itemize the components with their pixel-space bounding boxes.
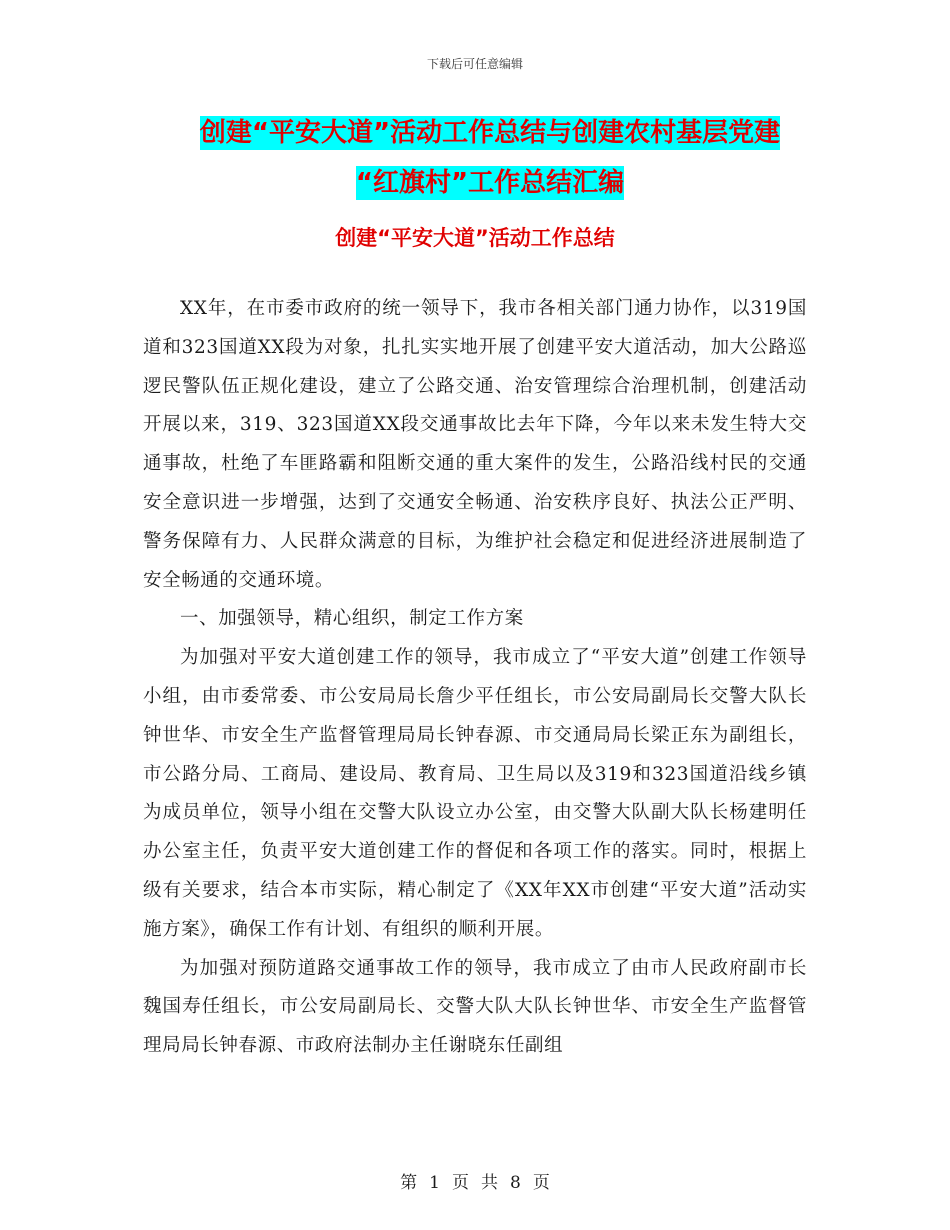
document-title [150,108,830,208]
footer-total-word: 共 [481,1173,498,1193]
footer-page-number: 1 [429,1173,440,1193]
paragraph: XX年，在市委市政府的统一领导下，我市各相关部门通力协作，以319国道和323国道XX段为对象，扎扎实实地开展了创建平安大道活动，加大公路巡逻民警队伍正规化建设，建立了公路交通、治安管理综合治理机制，创建活动开展以来，319、323国道XX段交通事故比去年下降，今年以来未发生特大交通事故，杜绝了车匪路霸和阻断交通的重大案件的发生，公路沿线村民的交通安全意识进一步增强，达到了交通安全畅通、治安秩序良好、执法公正严明、警务保障有力、人民群众满意的目标，为维护社会稳定和促进经济进展制造了安全畅通的交通环境。 [143,298,807,591]
document-body [143,290,807,1066]
section-heading: 一、加强领导，精心组织，制定工作方案 [180,608,524,630]
title-line-2: “红旗村”工作总结汇编 [355,168,625,198]
footer-page-word: 第 [400,1173,418,1193]
footer-total-unit: 页 [532,1173,550,1193]
paragraph: 为加强对预防道路交通事故工作的领导，我市成立了由市人民政府副市长魏国寿任组长，市公安局副局长、交警大队大队长钟世华、市安全生产监督管理局局长钟春源、市政府法制办主任谢晓东任副组 [143,957,807,1057]
section-title: 创建“平安大道”活动工作总结 [335,226,615,250]
page-footer [0,1168,950,1193]
paragraph: 为加强对平安大道创建工作的领导，我市成立了“平安大道”创建工作领导小组，由市委常委、市公安局局长詹少平任组长，市公安局副局长交警大队长钟世华、市安全生产监督管理局局长钟春源、市交通局局长梁正东为副组长，市公路分局、工商局、建设局、教育局、卫生局以及319和323国道沿线乡镇为成员单位，领导小组在交警大队设立办公室，由交警大队副大队长杨建明任办公室主任，负责平安大道创建工作的督促和各项工作的落实。同时，根据上级有关要求，结合本市实际，精心制定了《XX年XX市创建“平安大道”活动实施方案》，确保工作有计划、有组织的顺利开展。 [143,647,807,940]
title-line-1: 创建“平安大道”活动工作总结与创建农村基层党建 [199,118,781,148]
header-note: 下载后可任意编辑 [426,57,523,71]
footer-total-number: 8 [510,1173,521,1193]
footer-page-unit: 页 [452,1173,469,1193]
